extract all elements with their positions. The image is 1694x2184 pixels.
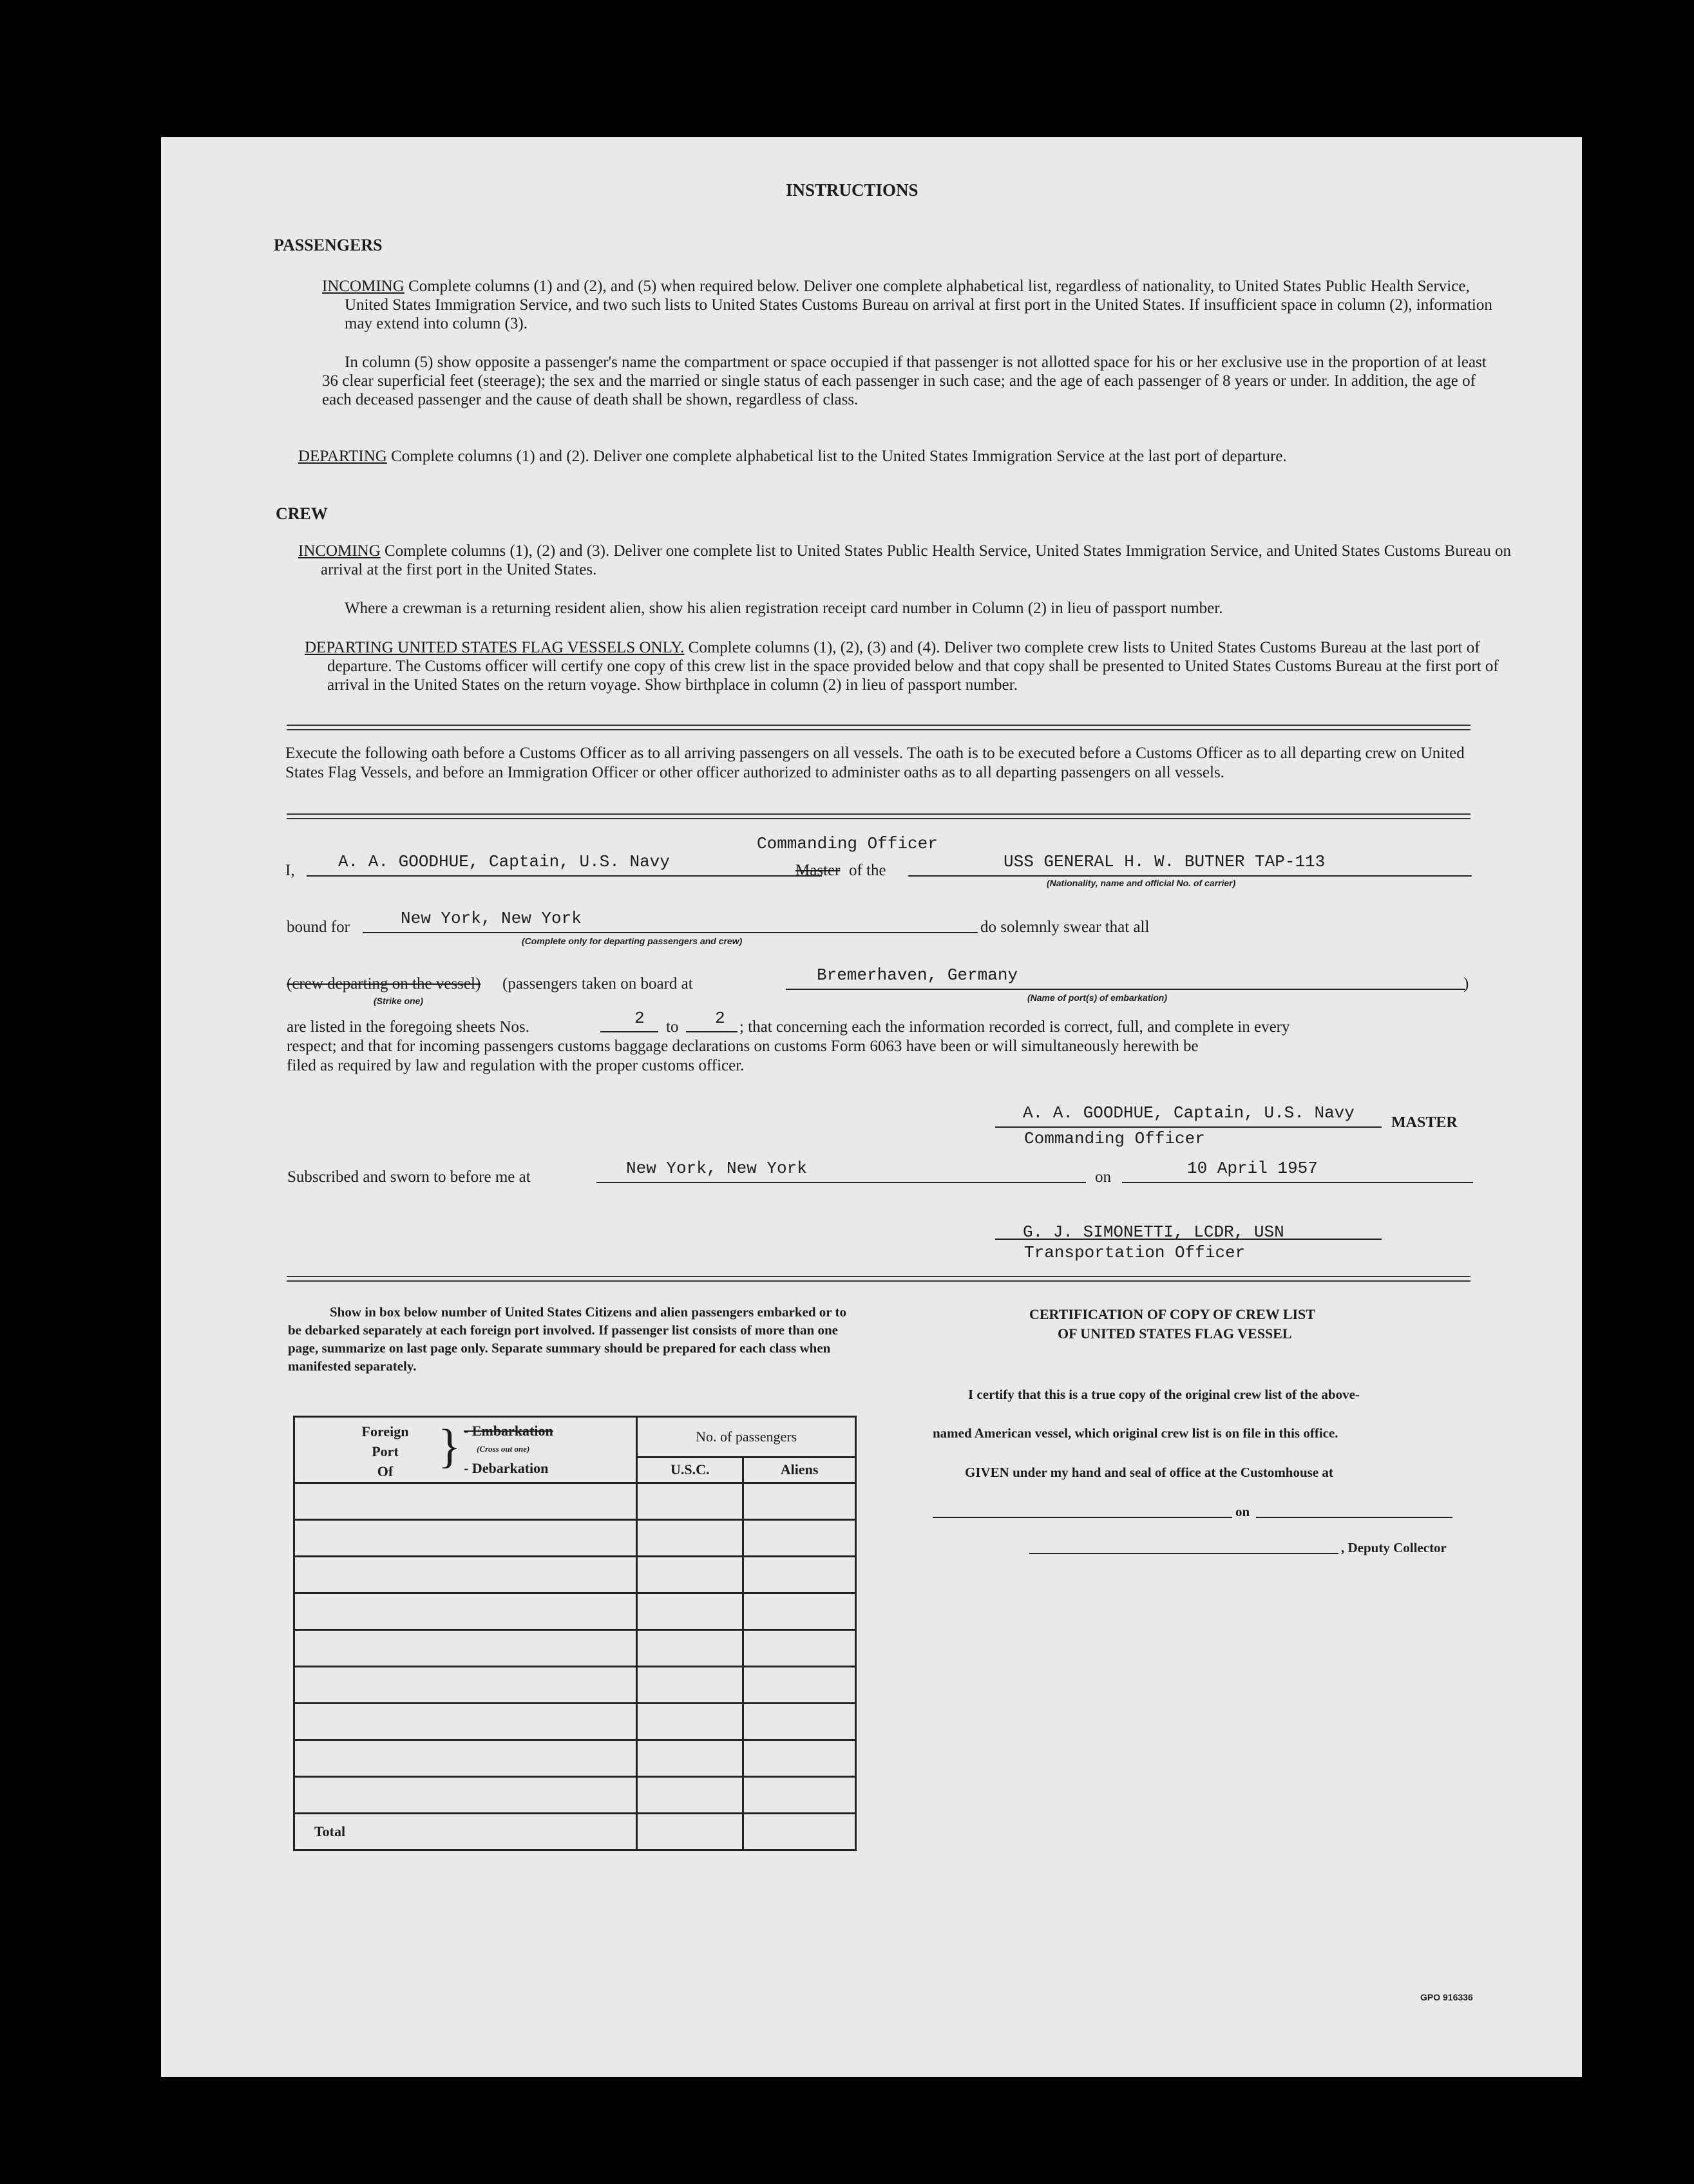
passengers-heading: PASSENGERS (274, 236, 383, 254)
sworn-date-line (1122, 1182, 1473, 1183)
sworn-on-label: on (1095, 1168, 1111, 1186)
passengers-departing-text: Complete columns (1) and (2). Deliver one complete alphabetical list to the United States Immigration Service at the last port of departure. (391, 448, 1287, 465)
usc-cell[interactable] (637, 1557, 743, 1593)
aliens-cell[interactable] (743, 1630, 856, 1667)
table-row (294, 1520, 856, 1557)
sworn-date-value[interactable]: 10 April 1957 (1187, 1159, 1318, 1178)
port-cell[interactable] (294, 1557, 637, 1593)
bottom-divider (287, 1276, 1470, 1282)
usc-cell[interactable] (637, 1483, 743, 1520)
usc-header: U.S.C. (637, 1457, 743, 1483)
swear-text: do solemnly swear that all (980, 918, 1150, 936)
total-usc-cell[interactable] (637, 1814, 743, 1850)
debarkation-label: - Debarkation (464, 1460, 549, 1476)
officer-name[interactable]: G. J. SIMONETTI, LCDR, USN (1023, 1222, 1284, 1242)
passengers-incoming-text: Complete columns (1) and (2), and (5) when required below. Deliver one complete alphabetical list, regardless of nationality, to United States Public Health Service, United States Immigration Service, and two such lists to United States Customs Bureau on arrival at first port in the United States. If insufficient space in column (2), information may extend into column (3). (345, 278, 1492, 332)
table-row (294, 1667, 856, 1704)
certification-on-label: on (1235, 1504, 1250, 1519)
oath-intro: Execute the following oath before a Customs Officer as to all arriving passengers on all vessels. The oath is to be executed before a Customs Officer as to all departing crew on United States Flag Vessels, and before an Immigration Officer or other officer authorized to administer oaths as to all departing passengers on all vessels. (285, 745, 1465, 781)
aliens-header: Aliens (743, 1457, 856, 1483)
summary-instructions: Show in box below number of United States Citizens and alien passengers embarked or to be debarked separately at each foreign port involved. If passenger list consists of more than one page, summarize on last page only. Separate summary should be prepared for each class when manifested separately. (288, 1304, 846, 1374)
deputy-collector-label: , Deputy Collector (1341, 1540, 1447, 1555)
master-struck-label: Master (795, 862, 841, 879)
crew-returning-text: Where a crewman is a returning resident alien, show his alien registration receipt card number in Column (2) in lieu of passport number. (345, 600, 1223, 617)
form-page (161, 137, 1582, 2077)
vessel-line (908, 875, 1472, 877)
port-cell[interactable] (294, 1704, 637, 1740)
certify-line1: I certify that this is a true copy of the original crew list of the above- (968, 1387, 1360, 1402)
sheets-tail: ; that concerning each the information recorded is correct, full, and complete in every (739, 1018, 1290, 1036)
sheet-from-line (600, 1031, 658, 1032)
signature-title: Commanding Officer (1024, 1129, 1205, 1148)
bound-for-label: bound for (287, 918, 350, 936)
embark-line (786, 989, 1465, 990)
crew-heading: CREW (276, 504, 328, 523)
usc-cell[interactable] (637, 1667, 743, 1704)
table-row (294, 1593, 856, 1630)
port-cell[interactable] (294, 1520, 637, 1557)
cross-out-label: (Cross out one) (477, 1444, 530, 1454)
sheet-to-value[interactable]: 2 (715, 1009, 725, 1028)
bound-for-line (363, 932, 978, 933)
certification-date-line[interactable] (1256, 1517, 1452, 1518)
oath-name-value[interactable]: A. A. GOODHUE, Captain, U.S. Navy (338, 852, 670, 871)
port-header-of: Of (377, 1463, 394, 1479)
deputy-collector-line[interactable] (1029, 1553, 1338, 1554)
respect-text: respect; and that for incoming passengers customs baggage declarations on customs Form 6063 have been or will simultaneously herewith be (287, 1038, 1199, 1055)
aliens-cell[interactable] (743, 1704, 856, 1740)
crew-incoming-label: INCOMING (298, 542, 381, 560)
vessel-caption: (Nationality, name and official No. of carrier) (1047, 878, 1236, 888)
aliens-cell[interactable] (743, 1593, 856, 1630)
table-row (294, 1740, 856, 1777)
crew-departing-paragraph (305, 638, 1528, 694)
passengers-column5-text: In column (5) show opposite a passenger's name the compartment or space occupied if that passenger is not allotted space for his or her exclusive use in the proportion of at least 36 clear superficial feet (steerage); the sex and the married or single status of each passenger in such case; and the age of each passenger of 8 years or under. In addition, the age of each deceased passenger and the cause of death shall be shown, regardless of class. (322, 354, 1487, 408)
sworn-place-value[interactable]: New York, New York (626, 1159, 807, 1178)
passengers-departing-paragraph (298, 447, 1528, 466)
officer-title: Transportation Officer (1024, 1243, 1246, 1262)
passengers-incoming-paragraph (322, 277, 1504, 333)
subscribed-label: Subscribed and sworn to before me at (287, 1168, 531, 1186)
signature-name[interactable]: A. A. GOODHUE, Captain, U.S. Navy (1023, 1103, 1355, 1123)
name-line (307, 875, 822, 877)
table-row (294, 1630, 856, 1667)
bound-for-caption: (Complete only for departing passengers and crew) (522, 936, 743, 946)
certification-title-line2: OF UNITED STATES FLAG VESSEL (1058, 1325, 1292, 1342)
certification-title-line1: CERTIFICATION OF COPY OF CREW LIST (1029, 1306, 1315, 1322)
crew-departing-label: DEPARTING UNITED STATES FLAG VESSELS ONLY. (305, 639, 685, 656)
port-header-cell (294, 1417, 637, 1483)
table-row (294, 1704, 856, 1740)
sheets-label: are listed in the foregoing sheets Nos. (287, 1018, 529, 1036)
commanding-officer-label: Commanding Officer (757, 834, 938, 853)
embarkation-label: - Embarkation (464, 1423, 553, 1439)
usc-cell[interactable] (637, 1704, 743, 1740)
crew-departing-text: Complete columns (1), (2), (3) and (4). Deliver two complete crew lists to United States Customs Bureau at the last port of departure. The Customs officer will certify one copy of this crew list in the space provided below and that copy shall be presented to United States Customs Bureau at the first port of arrival in the United States on the return voyage. Show birthplace in column (2) in lieu of passport number. (327, 639, 1499, 694)
signature-line (995, 1126, 1382, 1128)
oath-i-label: I, (285, 862, 295, 879)
aliens-cell[interactable] (743, 1520, 856, 1557)
brace-symbol: } (438, 1420, 461, 1473)
crew-incoming-paragraph (298, 542, 1528, 579)
aliens-cell[interactable] (743, 1483, 856, 1520)
of-the-label: of the (849, 862, 886, 879)
customhouse-line[interactable] (933, 1517, 1232, 1518)
aliens-cell[interactable] (743, 1667, 856, 1704)
table-row (294, 1777, 856, 1814)
port-header-port: Port (372, 1443, 399, 1459)
passenger-summary-table (293, 1416, 857, 1851)
usc-cell[interactable] (637, 1777, 743, 1814)
passengers-column5-paragraph (322, 353, 1504, 409)
section-divider (287, 725, 1470, 730)
strike-caption: (Strike one) (374, 996, 424, 1006)
passengers-departing-label: DEPARTING (298, 448, 387, 465)
total-aliens-cell[interactable] (743, 1814, 856, 1850)
usc-cell[interactable] (637, 1740, 743, 1777)
page-title: INSTRUCTIONS (786, 180, 918, 200)
filed-text: filed as required by law and regulation with the proper customs officer. (287, 1057, 745, 1074)
port-cell[interactable] (294, 1630, 637, 1667)
usc-cell[interactable] (637, 1593, 743, 1630)
aliens-cell[interactable] (743, 1777, 856, 1814)
embark-caption: (Name of port(s) of embarkation) (1027, 992, 1168, 1003)
crew-returning-paragraph (322, 599, 1530, 618)
port-cell[interactable] (294, 1740, 637, 1777)
crew-incoming-text: Complete columns (1), (2) and (3). Deliver one complete list to United States Public Health Service, United States Immigration Service, and United States Customs Bureau on arrival at the first port in the United States. (321, 542, 1511, 578)
gpo-code: GPO 916336 (1420, 1992, 1473, 2002)
certify-line2: named American vessel, which original crew list is on file in this office. (933, 1425, 1338, 1441)
port-cell[interactable] (294, 1593, 637, 1630)
passengers-option: (passengers taken on board at (502, 975, 693, 992)
aliens-cell[interactable] (743, 1740, 856, 1777)
passengers-incoming-label: INCOMING (322, 278, 404, 295)
sheet-to-line (686, 1031, 738, 1032)
usc-cell[interactable] (637, 1630, 743, 1667)
total-row (294, 1814, 856, 1850)
close-paren: ) (1463, 975, 1469, 992)
aliens-cell[interactable] (743, 1557, 856, 1593)
sworn-place-line (596, 1182, 1086, 1183)
table-row (294, 1483, 856, 1520)
port-cell[interactable] (294, 1483, 637, 1520)
oath-divider (287, 813, 1470, 819)
sheet-from-value[interactable]: 2 (634, 1009, 645, 1028)
port-cell[interactable] (294, 1777, 637, 1814)
no-passengers-header: No. of passengers (637, 1417, 856, 1458)
port-header-foreign: Foreign (361, 1423, 409, 1439)
usc-cell[interactable] (637, 1520, 743, 1557)
embark-value[interactable]: Bremerhaven, Germany (817, 965, 1018, 985)
to-label: to (666, 1018, 679, 1036)
master-label: MASTER (1391, 1114, 1458, 1131)
table-row (294, 1557, 856, 1593)
vessel-value[interactable]: USS GENERAL H. W. BUTNER TAP-113 (1004, 852, 1326, 871)
total-label: Total (294, 1814, 637, 1850)
crew-option-struck: (crew departing on the vessel) (287, 975, 481, 992)
bound-for-value[interactable]: New York, New York (401, 909, 582, 928)
port-cell[interactable] (294, 1667, 637, 1704)
given-line: GIVEN under my hand and seal of office at the Customhouse at (965, 1465, 1333, 1480)
